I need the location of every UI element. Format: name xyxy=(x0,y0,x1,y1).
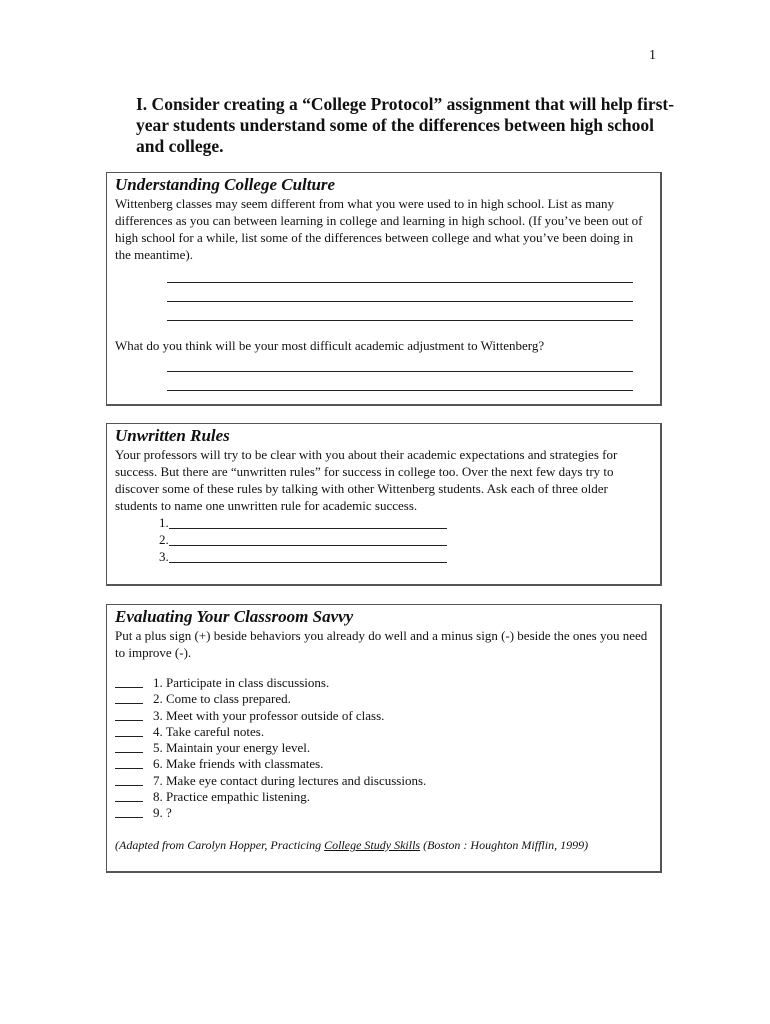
page-heading: I. Consider creating a “College Protocol” assignment that will help first-year students understand some of the differences between high school and college. xyxy=(136,94,675,156)
savvy-blank[interactable] xyxy=(115,724,143,737)
citation xyxy=(115,837,652,853)
adjustment-answer-line-2[interactable] xyxy=(167,375,633,391)
savvy-item xyxy=(115,740,652,756)
savvy-item xyxy=(115,789,652,805)
savvy-item-label: 9. ? xyxy=(153,805,172,821)
answer-line-2[interactable] xyxy=(167,286,633,302)
rule-blank-1[interactable] xyxy=(169,515,447,529)
savvy-blank[interactable] xyxy=(115,691,143,704)
citation-book-title: College Study Skills xyxy=(324,837,421,852)
college-culture-paragraph: Wittenberg classes may seem different from what you were used to in high school. List as many differences as you can between learning in college and learning in high school. (If you’ve been out of high school for a while, list some of the differences between college and what you’ve been doing in the meantime). xyxy=(115,196,643,262)
savvy-item xyxy=(115,805,652,821)
savvy-blank[interactable] xyxy=(115,740,143,753)
savvy-blank[interactable] xyxy=(115,805,143,818)
classroom-savvy-box xyxy=(106,604,662,873)
savvy-blank[interactable] xyxy=(115,773,143,786)
unwritten-rules-box xyxy=(106,423,662,586)
citation-suffix: (Boston : Houghton Mifflin, 1999) xyxy=(420,837,589,852)
rule-entry-1 xyxy=(159,514,652,531)
unwritten-rules-title: Unwritten Rules xyxy=(115,426,230,445)
savvy-item xyxy=(115,708,652,724)
page-number: 1 xyxy=(649,48,656,63)
rule-entry-2 xyxy=(159,531,652,548)
savvy-item-label: 7. Make eye contact during lectures and discussions. xyxy=(153,772,427,788)
rule-entry-3 xyxy=(159,548,652,565)
savvy-item xyxy=(115,724,652,740)
college-culture-box xyxy=(106,172,662,406)
savvy-item-label: 2. Come to class prepared. xyxy=(153,691,291,707)
savvy-item xyxy=(115,675,652,691)
classroom-savvy-title: Evaluating Your Classroom Savvy xyxy=(115,607,354,626)
adjustment-answer-line-1[interactable] xyxy=(167,356,633,372)
rule-blank-3[interactable] xyxy=(169,549,447,563)
savvy-blank[interactable] xyxy=(115,756,143,769)
savvy-item-label: 5. Maintain your energy level. xyxy=(153,740,311,756)
rule-number-1: 1. xyxy=(159,515,169,530)
savvy-item xyxy=(115,773,652,789)
rule-number-2: 2. xyxy=(159,532,169,547)
rule-blank-2[interactable] xyxy=(169,532,447,546)
savvy-blank[interactable] xyxy=(115,675,143,688)
adjustment-question: What do you think will be your most difficult academic adjustment to Wittenberg? xyxy=(115,338,545,353)
rule-number-3: 3. xyxy=(159,549,169,564)
classroom-savvy-paragraph: Put a plus sign (+) beside behaviors you already do well and a minus sign (-) beside the ones you need to improve (-). xyxy=(115,628,648,660)
savvy-item xyxy=(115,756,652,772)
savvy-item-label: 3. Meet with your professor outside of class. xyxy=(153,707,385,723)
citation-prefix: (Adapted from Carolyn Hopper, Practicing xyxy=(115,837,325,852)
answer-line-3[interactable] xyxy=(167,305,633,321)
savvy-blank[interactable] xyxy=(115,708,143,721)
savvy-item-label: 4. Take careful notes. xyxy=(153,723,265,739)
unwritten-rules-paragraph: Your professors will try to be clear with you about their academic expectations and strategies for success. But there are “unwritten rules” for success in college too. Over the next few days try to discover some of these rules by talking with other Wittenberg students. Ask each of three older students to name one unwritten rule for academic success. xyxy=(115,447,618,513)
answer-line-1[interactable] xyxy=(167,267,633,283)
college-culture-title: Understanding College Culture xyxy=(115,175,336,194)
savvy-item-label: 1. Participate in class discussions. xyxy=(153,675,330,690)
savvy-item-label: 8. Practice empathic listening. xyxy=(153,789,311,805)
savvy-blank[interactable] xyxy=(115,789,143,802)
savvy-item xyxy=(115,691,652,707)
savvy-item-label: 6. Make friends with classmates. xyxy=(153,756,324,772)
